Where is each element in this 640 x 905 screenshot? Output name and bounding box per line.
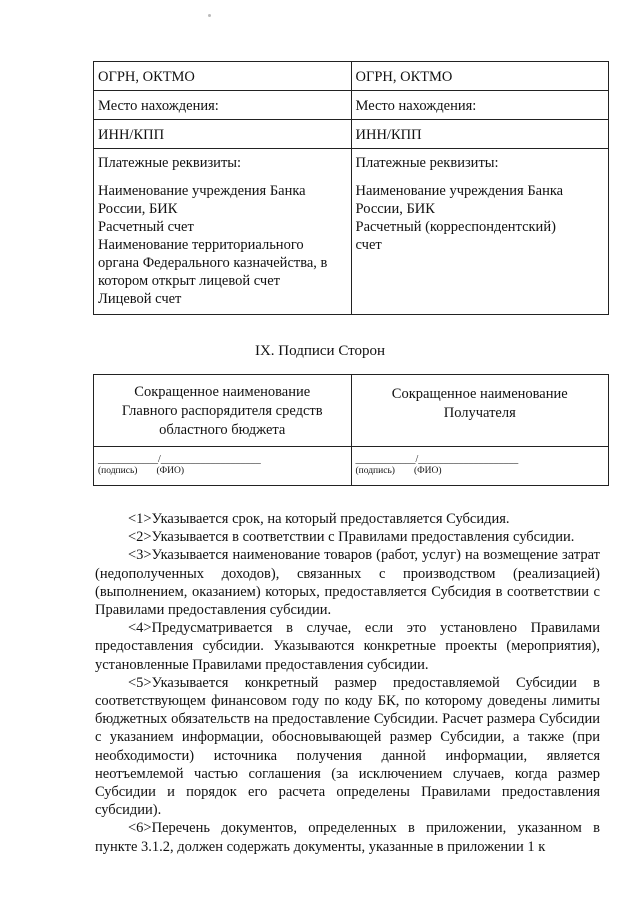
section-title: IX. Подписи Сторон xyxy=(254,343,386,359)
requisites-table xyxy=(93,61,609,315)
right-location: Место нахождения: xyxy=(355,98,477,114)
right-signature-line: ____________/____________________ xyxy=(355,454,519,465)
left-inn-cell xyxy=(94,120,352,149)
left-payment-line: Лицевой счет xyxy=(98,291,182,307)
left-payment-line: котором открыт лицевой счет xyxy=(98,273,280,289)
left-payment-line: Наименование территориального xyxy=(98,237,304,253)
right-inn: ИНН/КПП xyxy=(355,127,422,143)
left-payment-line: России, БИК xyxy=(98,201,178,217)
left-payment-line: органа Федерального казначейства, в xyxy=(98,255,328,271)
right-payment-line: Расчетный (корреспондентский) xyxy=(355,219,556,235)
left-payment-title: Платежные реквизиты: xyxy=(98,155,242,171)
right-signature-cell xyxy=(351,447,609,486)
right-header-line: Получателя xyxy=(443,405,516,421)
right-location-cell xyxy=(351,91,609,120)
right-payment-cell xyxy=(351,149,609,315)
right-ogrn-cell xyxy=(351,62,609,91)
footnote-2: <2>Указывается в соответствии с Правилами предоставления субсидии. xyxy=(128,529,575,546)
left-payment-line: Наименование учреждения Банка xyxy=(98,183,306,199)
right-header-line: Сокращенное наименование xyxy=(391,386,568,402)
scan-dot-top xyxy=(208,14,211,17)
right-payment-title: Платежные реквизиты: xyxy=(355,155,499,171)
left-inn: ИНН/КПП xyxy=(98,127,165,143)
left-header-line: Главного распорядителя средств xyxy=(121,403,323,419)
footnote-3: <3>Указывается наименование товаров (работ, услуг) на возмещение затрат (недополученных доходов), связанных с производством (реализацией) (выполнением, оказанием) которых, предоставляется Субсидия в соответствии с Правилами предоставления субсидии. xyxy=(95,547,600,619)
left-signature-line: ____________/____________________ xyxy=(98,454,261,465)
left-signature-cell xyxy=(94,447,352,486)
left-signature-labels: (подпись) (ФИО) xyxy=(98,466,184,476)
left-party-header xyxy=(94,375,352,447)
left-ogrn: ОГРН, ОКТМО xyxy=(98,69,195,85)
left-header-line: Сокращенное наименование xyxy=(134,384,311,400)
right-payment-line: Наименование учреждения Банка xyxy=(355,183,564,199)
left-payment-cell xyxy=(94,149,352,315)
footnote-6: <6>Перечень документов, определенных в приложении, указанном в пункте 3.1.2, должен содержать документы, указанные в приложении 1 к xyxy=(95,820,600,855)
left-header-line: областного бюджета xyxy=(159,422,286,438)
right-payment-line: счет xyxy=(355,237,382,253)
footnotes xyxy=(95,510,600,856)
footnote-4: <4>Предусматривается в случае, если это установлено Правилами предоставления субсидии. Указываются конкретные проекты (мероприятия), установленные Правилами предоставления субсидии. xyxy=(95,620,600,673)
right-inn-cell xyxy=(351,120,609,149)
footnote-5: <5>Указывается конкретный размер предоставляемой Субсидии в соответствующем финансовом году по коду БК, по которому доведены лимиты бюджетных обязательств на предоставление Субсидии. Расчет размера Субсидии с указанием информации, обосновывающей размер Субсидии, а также (при необходимости) источника получения данной информации, является неотъемлемой частью соглашения (за исключением случаев, когда размер Субсидии и порядок его расчета определены Правилами предоставления субсидии). xyxy=(95,674,600,819)
right-payment-line: России, БИК xyxy=(355,201,435,217)
right-party-header xyxy=(351,375,609,447)
left-payment-line: Расчетный счет xyxy=(98,219,194,235)
right-signature-labels: (подпись) (ФИО) xyxy=(355,466,442,476)
footnote-1: <1>Указывается срок, на который предоставляется Субсидия. xyxy=(128,511,510,527)
right-ogrn: ОГРН, ОКТМО xyxy=(355,69,453,85)
left-ogrn-cell xyxy=(94,62,352,91)
left-location-cell xyxy=(94,91,352,120)
left-location: Место нахождения: xyxy=(98,98,219,114)
signatures-table xyxy=(93,374,609,486)
